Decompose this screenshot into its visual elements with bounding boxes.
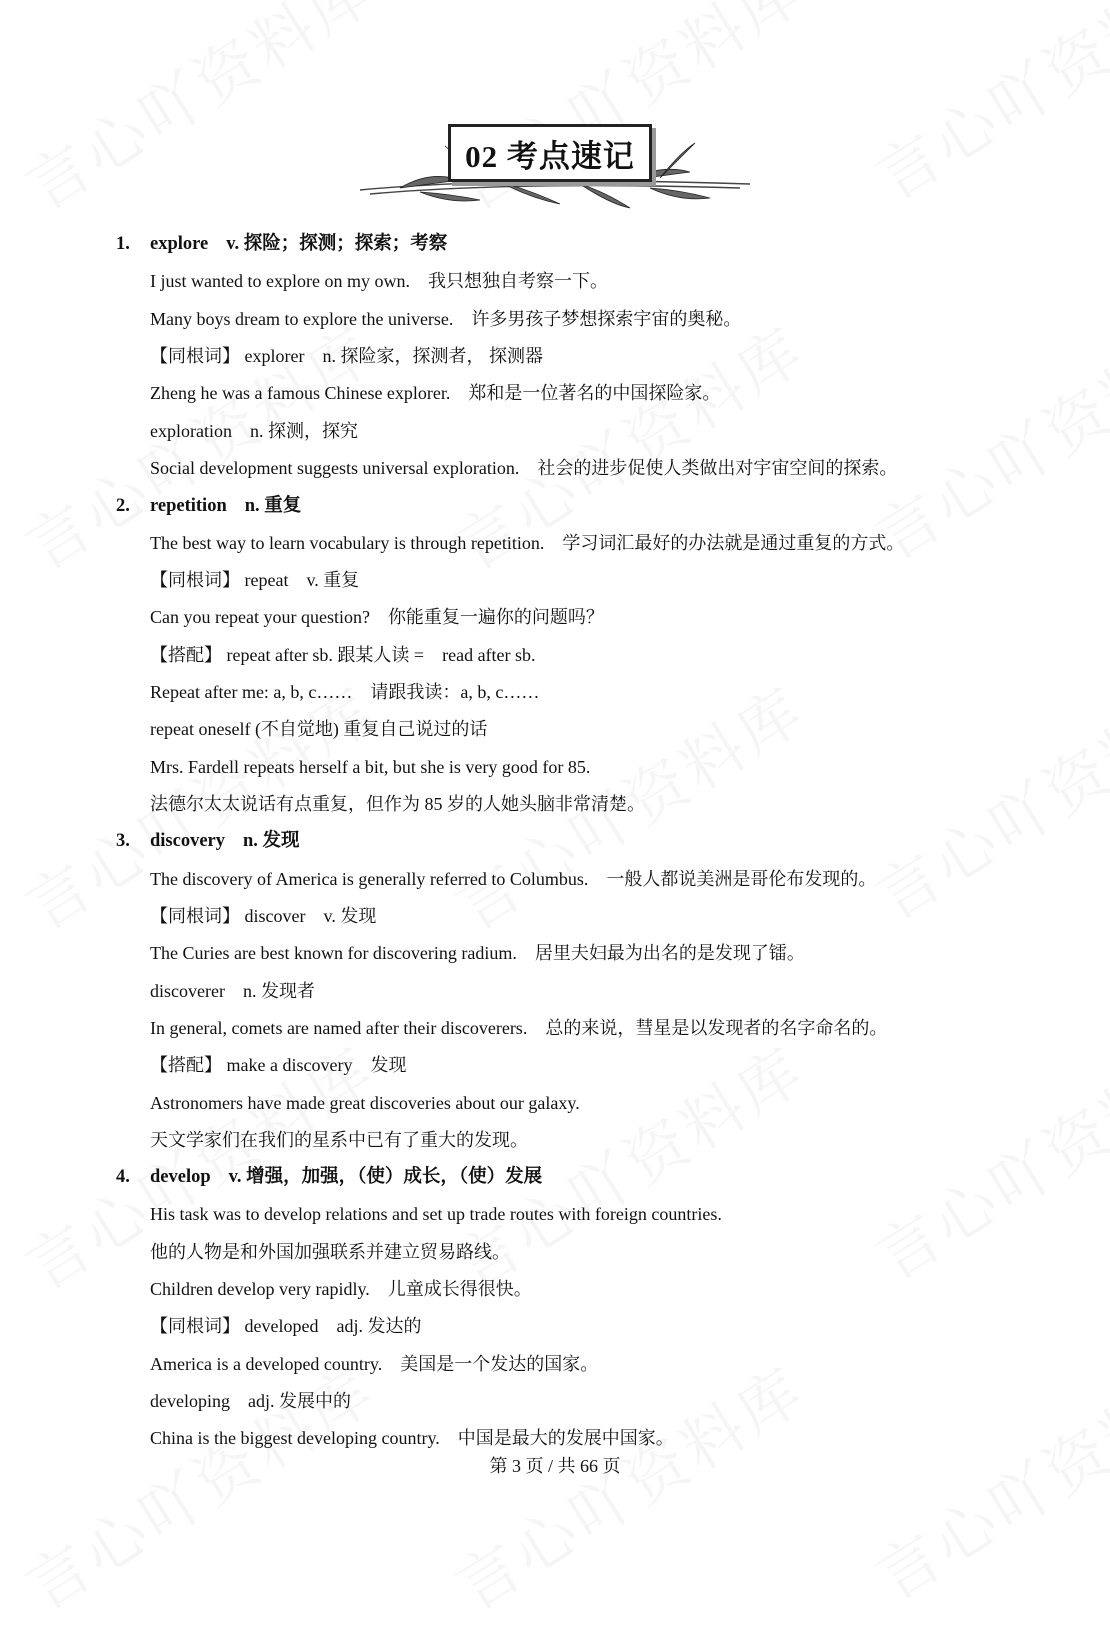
example-line: 【同根词】 discover v. 发现: [150, 906, 377, 926]
watermark: [7, 1342, 390, 1627]
example-line: developing adj. 发展中的: [150, 1391, 351, 1411]
example-line: In general, comets are named after their discoverers. 总的来说，彗星是以发现者的名字命名的。: [150, 1018, 888, 1038]
entry-heading: 4. develop v. 增强，加强，（使）成长，（使）发展: [116, 1167, 543, 1187]
example-line: Repeat after me: a, b, c…… 请跟我读：a, b, c……: [150, 682, 540, 702]
example-line: 【搭配】 make a discovery 发现: [150, 1055, 407, 1075]
example-line: 【同根词】 repeat v. 重复: [150, 570, 360, 590]
example-line: The best way to learn vocabulary is through repetition. 学习词汇最好的办法就是通过重复的方式。: [150, 533, 905, 553]
example-line: 法德尔太太说话有点重复，但作为 85 岁的人她头脑非常清楚。: [150, 794, 645, 814]
entry-heading: 3. discovery n. 发现: [116, 831, 300, 851]
example-line: Many boys dream to explore the universe. 许多男孩子梦想探索宇宙的奥秘。: [150, 309, 742, 329]
entry-heading: 2. repetition n. 重复: [116, 496, 302, 516]
example-line: Astronomers have made great discoveries about our galaxy.: [150, 1093, 580, 1113]
example-line: His task was to develop relations and set up trade routes with foreign countries.: [150, 1204, 722, 1224]
example-line: China is the biggest developing country. 中国是最大的发展中国家。: [150, 1428, 674, 1448]
page-title: 02 考点速记: [448, 124, 652, 182]
example-line: discoverer n. 发现者: [150, 981, 315, 1001]
entry-heading: 1. explore v. 探险；探测；探索；考察: [116, 234, 448, 254]
example-line: I just wanted to explore on my own. 我只想独自考察一下。: [150, 271, 608, 291]
example-line: 天文学家们在我们的星系中已有了重大的发现。: [150, 1130, 528, 1150]
watermark: [7, 0, 390, 227]
example-line: exploration n. 探测，探究: [150, 421, 358, 441]
watermark: [857, 652, 1110, 937]
page-footer: 第 3 页 / 共 66 页: [489, 1456, 621, 1476]
example-line: 【搭配】 repeat after sb. 跟某人读 = read after sb.: [150, 645, 536, 665]
example-line: 他的人物是和外国加强联系并建立贸易路线。: [150, 1242, 510, 1262]
example-line: repeat oneself (不自觉地) 重复自己说过的话: [150, 719, 488, 739]
example-line: Zheng he was a famous Chinese explorer. 郑和是一位著名的中国探险家。: [150, 383, 721, 403]
example-line: 【同根词】 developed adj. 发达的: [150, 1316, 422, 1336]
example-line: Social development suggests universal exploration. 社会的进步促使人类做出对宇宙空间的探索。: [150, 458, 898, 478]
watermark: [437, 1342, 820, 1627]
example-line: The discovery of America is generally referred to Columbus. 一般人都说美洲是哥伦布发现的。: [150, 869, 877, 889]
example-line: 【同根词】 explorer n. 探险家，探测者， 探测器: [150, 346, 543, 366]
example-line: Children develop very rapidly. 儿童成长得很快。: [150, 1279, 532, 1299]
example-line: Mrs. Fardell repeats herself a bit, but she is very good for 85.: [150, 757, 591, 777]
example-line: America is a developed country. 美国是一个发达的国家。: [150, 1354, 599, 1374]
example-line: The Curies are best known for discovering radium. 居里夫妇最为出名的是发现了镭。: [150, 943, 805, 963]
example-line: Can you repeat your question? 你能重复一遍你的问题吗？: [150, 607, 604, 627]
watermark: [857, 0, 1110, 217]
watermark: [857, 1012, 1110, 1297]
section-header: [360, 118, 750, 213]
